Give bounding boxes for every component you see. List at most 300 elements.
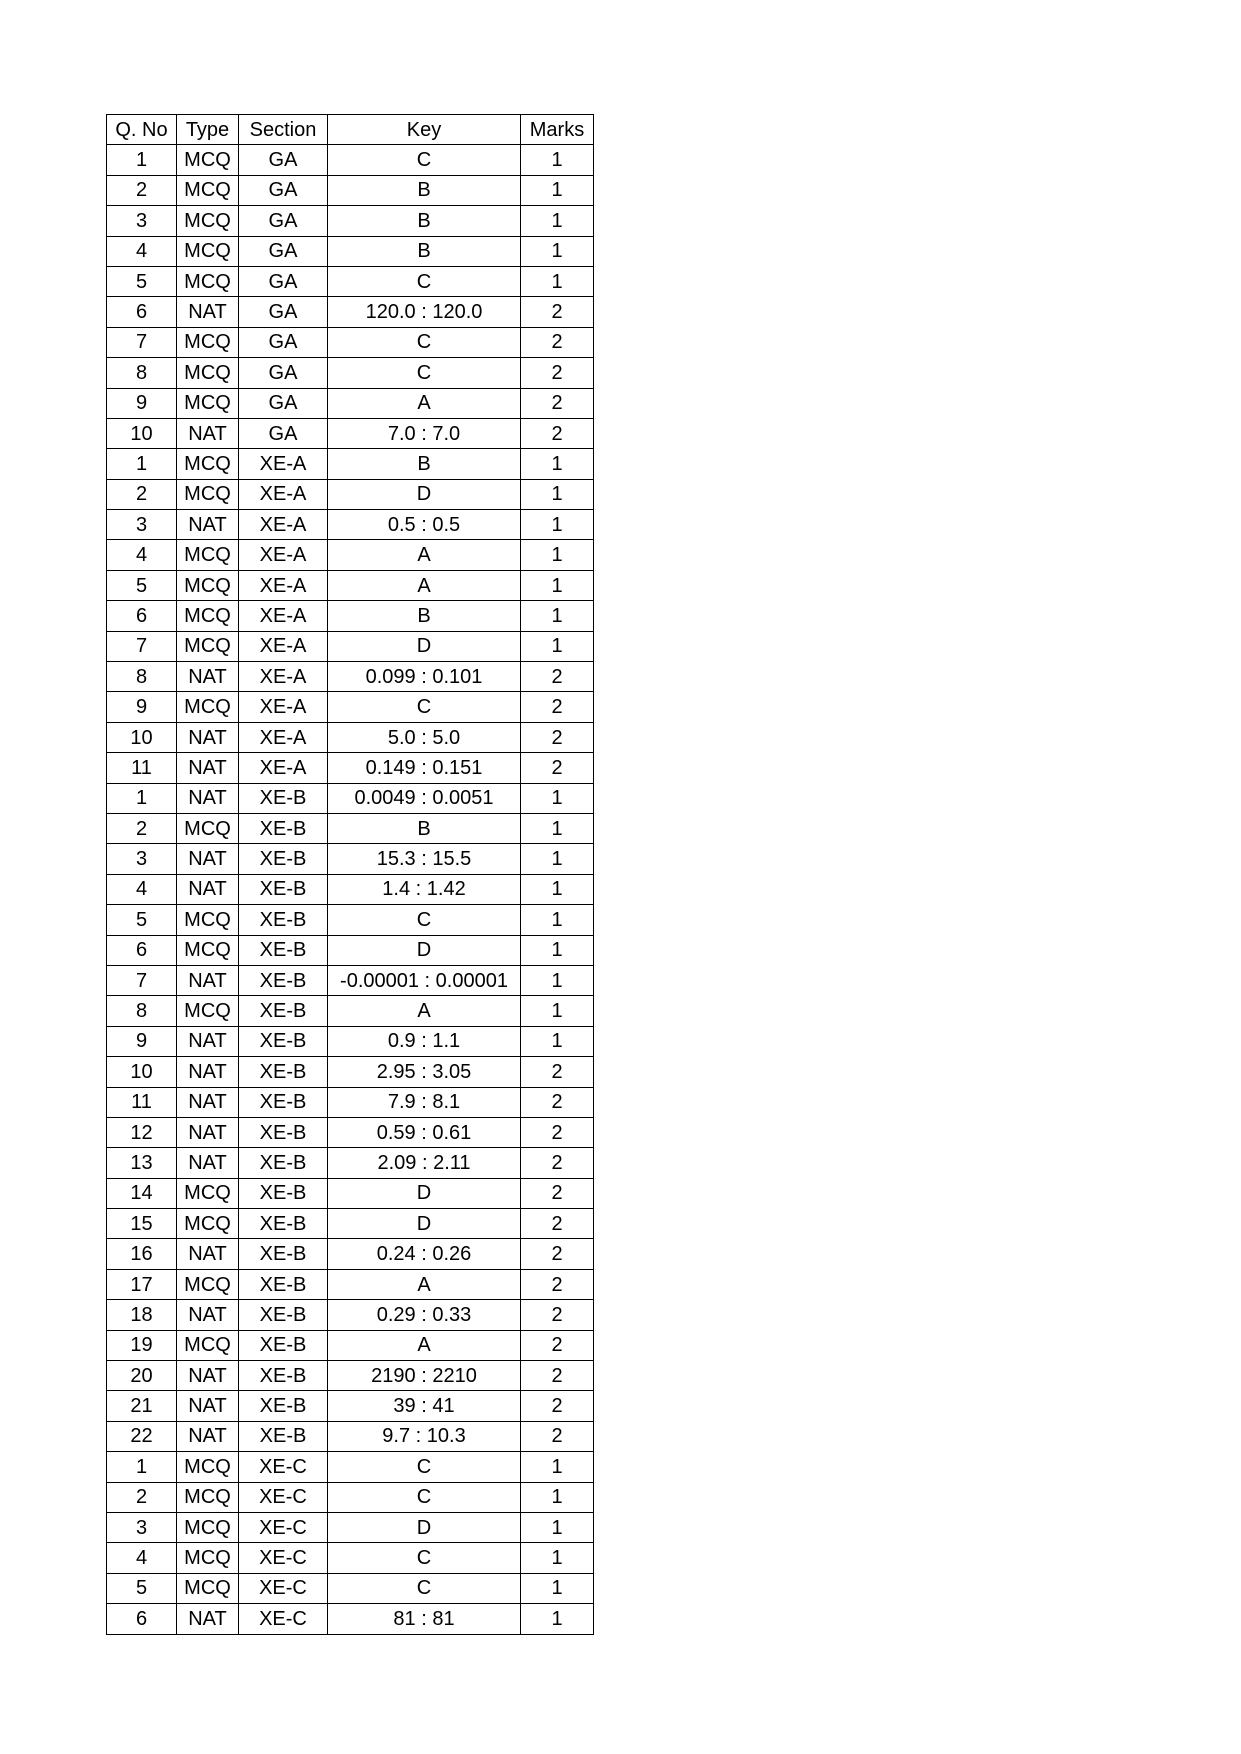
section-cell: XE-A [239, 540, 328, 570]
marks-cell: 1 [521, 175, 594, 205]
marks-cell: 2 [521, 297, 594, 327]
section-cell: GA [239, 358, 328, 388]
marks-cell: 1 [521, 1604, 594, 1634]
qno-cell: 12 [107, 1117, 177, 1147]
header-qno: Q. No [107, 115, 177, 145]
type-cell: MCQ [177, 813, 239, 843]
key-cell: D [328, 1512, 521, 1542]
type-cell: NAT [177, 418, 239, 448]
qno-cell: 11 [107, 1087, 177, 1117]
qno-cell: 3 [107, 844, 177, 874]
qno-cell: 11 [107, 753, 177, 783]
type-cell: MCQ [177, 996, 239, 1026]
marks-cell: 1 [521, 570, 594, 600]
key-cell: A [328, 1330, 521, 1360]
key-cell: D [328, 631, 521, 661]
type-cell: NAT [177, 1148, 239, 1178]
section-cell: XE-B [239, 935, 328, 965]
marks-cell: 1 [521, 510, 594, 540]
section-cell: GA [239, 236, 328, 266]
type-cell: NAT [177, 844, 239, 874]
marks-cell: 2 [521, 1057, 594, 1087]
marks-cell: 1 [521, 1452, 594, 1482]
type-cell: NAT [177, 1087, 239, 1117]
qno-cell: 5 [107, 266, 177, 296]
answer-key-table [106, 114, 594, 1635]
table-row [107, 1543, 594, 1573]
section-cell: XE-A [239, 722, 328, 752]
table-row [107, 722, 594, 752]
table-row [107, 175, 594, 205]
marks-cell: 2 [521, 388, 594, 418]
table-row [107, 297, 594, 327]
key-cell: C [328, 1452, 521, 1482]
marks-cell: 1 [521, 1512, 594, 1542]
marks-cell: 2 [521, 1330, 594, 1360]
type-cell: MCQ [177, 570, 239, 600]
section-cell: GA [239, 145, 328, 175]
table-row [107, 1178, 594, 1208]
marks-cell: 1 [521, 1026, 594, 1056]
marks-cell: 1 [521, 1573, 594, 1603]
key-cell: C [328, 1543, 521, 1573]
qno-cell: 6 [107, 935, 177, 965]
type-cell: MCQ [177, 206, 239, 236]
key-cell: 0.5 : 0.5 [328, 510, 521, 540]
key-cell: C [328, 145, 521, 175]
marks-cell: 2 [521, 1361, 594, 1391]
table-row [107, 327, 594, 357]
key-cell: A [328, 540, 521, 570]
qno-cell: 5 [107, 905, 177, 935]
section-cell: XE-B [239, 1330, 328, 1360]
qno-cell: 21 [107, 1391, 177, 1421]
qno-cell: 10 [107, 418, 177, 448]
qno-cell: 7 [107, 631, 177, 661]
qno-cell: 4 [107, 540, 177, 570]
marks-cell: 1 [521, 1543, 594, 1573]
table-row [107, 1482, 594, 1512]
marks-cell: 2 [521, 1148, 594, 1178]
qno-cell: 2 [107, 175, 177, 205]
table-row [107, 1361, 594, 1391]
section-cell: XE-C [239, 1482, 328, 1512]
marks-cell: 1 [521, 601, 594, 631]
key-cell: D [328, 1178, 521, 1208]
section-cell: XE-B [239, 996, 328, 1026]
section-cell: GA [239, 297, 328, 327]
section-cell: XE-C [239, 1543, 328, 1573]
key-cell: B [328, 236, 521, 266]
table-body [107, 145, 594, 1634]
marks-cell: 2 [521, 722, 594, 752]
table-row [107, 935, 594, 965]
table-row [107, 449, 594, 479]
table-row [107, 236, 594, 266]
marks-cell: 2 [521, 1269, 594, 1299]
table-row [107, 206, 594, 236]
qno-cell: 5 [107, 570, 177, 600]
header-section: Section [239, 115, 328, 145]
section-cell: XE-B [239, 1269, 328, 1299]
header-marks: Marks [521, 115, 594, 145]
section-cell: XE-C [239, 1452, 328, 1482]
table-row [107, 1604, 594, 1634]
table-row [107, 418, 594, 448]
key-cell: 7.9 : 8.1 [328, 1087, 521, 1117]
qno-cell: 14 [107, 1178, 177, 1208]
section-cell: GA [239, 206, 328, 236]
section-cell: XE-B [239, 1148, 328, 1178]
type-cell: NAT [177, 753, 239, 783]
marks-cell: 2 [521, 358, 594, 388]
key-cell: C [328, 692, 521, 722]
type-cell: MCQ [177, 1452, 239, 1482]
key-cell: C [328, 327, 521, 357]
marks-cell: 1 [521, 479, 594, 509]
section-cell: GA [239, 266, 328, 296]
qno-cell: 9 [107, 1026, 177, 1056]
key-cell: 39 : 41 [328, 1391, 521, 1421]
qno-cell: 9 [107, 692, 177, 722]
qno-cell: 6 [107, 601, 177, 631]
table-row [107, 844, 594, 874]
section-cell: XE-B [239, 905, 328, 935]
table-row [107, 905, 594, 935]
type-cell: NAT [177, 783, 239, 813]
type-cell: MCQ [177, 236, 239, 266]
key-cell: 2.09 : 2.11 [328, 1148, 521, 1178]
type-cell: MCQ [177, 1573, 239, 1603]
qno-cell: 3 [107, 1512, 177, 1542]
key-cell: 81 : 81 [328, 1604, 521, 1634]
type-cell: MCQ [177, 631, 239, 661]
qno-cell: 5 [107, 1573, 177, 1603]
type-cell: NAT [177, 874, 239, 904]
table-row [107, 1087, 594, 1117]
type-cell: NAT [177, 1421, 239, 1451]
table-row [107, 1512, 594, 1542]
section-cell: GA [239, 418, 328, 448]
table-row [107, 1452, 594, 1482]
type-cell: MCQ [177, 1209, 239, 1239]
key-cell: A [328, 996, 521, 1026]
qno-cell: 22 [107, 1421, 177, 1451]
table-row [107, 1026, 594, 1056]
key-cell: 9.7 : 10.3 [328, 1421, 521, 1451]
qno-cell: 8 [107, 358, 177, 388]
key-cell: B [328, 601, 521, 631]
qno-cell: 20 [107, 1361, 177, 1391]
section-cell: XE-B [239, 1361, 328, 1391]
key-cell: 7.0 : 7.0 [328, 418, 521, 448]
type-cell: NAT [177, 722, 239, 752]
qno-cell: 7 [107, 965, 177, 995]
section-cell: XE-A [239, 449, 328, 479]
section-cell: XE-B [239, 1209, 328, 1239]
qno-cell: 10 [107, 1057, 177, 1087]
type-cell: MCQ [177, 905, 239, 935]
marks-cell: 1 [521, 935, 594, 965]
qno-cell: 13 [107, 1148, 177, 1178]
key-cell: -0.00001 : 0.00001 [328, 965, 521, 995]
marks-cell: 2 [521, 1391, 594, 1421]
table-row [107, 1117, 594, 1147]
marks-cell: 1 [521, 965, 594, 995]
key-cell: A [328, 570, 521, 600]
key-cell: 0.149 : 0.151 [328, 753, 521, 783]
table-row [107, 1148, 594, 1178]
table-row [107, 570, 594, 600]
key-cell: A [328, 1269, 521, 1299]
header-type: Type [177, 115, 239, 145]
qno-cell: 2 [107, 1482, 177, 1512]
table-row [107, 601, 594, 631]
type-cell: MCQ [177, 1543, 239, 1573]
type-cell: NAT [177, 1361, 239, 1391]
qno-cell: 8 [107, 996, 177, 1026]
marks-cell: 1 [521, 631, 594, 661]
type-cell: MCQ [177, 935, 239, 965]
marks-cell: 1 [521, 905, 594, 935]
table-row [107, 783, 594, 813]
section-cell: GA [239, 327, 328, 357]
table-row [107, 813, 594, 843]
table-row [107, 1421, 594, 1451]
table-row [107, 145, 594, 175]
table-row [107, 1209, 594, 1239]
section-cell: XE-B [239, 1300, 328, 1330]
marks-cell: 1 [521, 1482, 594, 1512]
key-cell: B [328, 206, 521, 236]
marks-cell: 2 [521, 753, 594, 783]
table-row [107, 1269, 594, 1299]
marks-cell: 1 [521, 540, 594, 570]
table-row [107, 510, 594, 540]
section-cell: XE-B [239, 965, 328, 995]
key-cell: C [328, 1573, 521, 1603]
qno-cell: 7 [107, 327, 177, 357]
type-cell: NAT [177, 1604, 239, 1634]
qno-cell: 1 [107, 1452, 177, 1482]
marks-cell: 1 [521, 813, 594, 843]
key-cell: B [328, 175, 521, 205]
type-cell: MCQ [177, 449, 239, 479]
type-cell: MCQ [177, 327, 239, 357]
key-cell: 0.29 : 0.33 [328, 1300, 521, 1330]
type-cell: NAT [177, 1057, 239, 1087]
qno-cell: 2 [107, 479, 177, 509]
marks-cell: 2 [521, 1421, 594, 1451]
table-row [107, 1300, 594, 1330]
section-cell: XE-A [239, 662, 328, 692]
key-cell: 2190 : 2210 [328, 1361, 521, 1391]
type-cell: NAT [177, 1117, 239, 1147]
section-cell: XE-B [239, 1087, 328, 1117]
section-cell: XE-B [239, 813, 328, 843]
section-cell: XE-B [239, 1178, 328, 1208]
table-row [107, 1239, 594, 1269]
section-cell: XE-A [239, 570, 328, 600]
key-cell: 0.59 : 0.61 [328, 1117, 521, 1147]
marks-cell: 1 [521, 145, 594, 175]
qno-cell: 1 [107, 145, 177, 175]
type-cell: MCQ [177, 1482, 239, 1512]
key-cell: 0.9 : 1.1 [328, 1026, 521, 1056]
type-cell: MCQ [177, 358, 239, 388]
marks-cell: 1 [521, 266, 594, 296]
qno-cell: 17 [107, 1269, 177, 1299]
type-cell: MCQ [177, 692, 239, 722]
type-cell: MCQ [177, 145, 239, 175]
key-cell: 0.0049 : 0.0051 [328, 783, 521, 813]
qno-cell: 4 [107, 874, 177, 904]
key-cell: 0.099 : 0.101 [328, 662, 521, 692]
key-cell: C [328, 266, 521, 296]
marks-cell: 2 [521, 1117, 594, 1147]
section-cell: XE-A [239, 601, 328, 631]
section-cell: XE-C [239, 1573, 328, 1603]
section-cell: XE-B [239, 874, 328, 904]
marks-cell: 2 [521, 327, 594, 357]
key-cell: 2.95 : 3.05 [328, 1057, 521, 1087]
marks-cell: 2 [521, 1300, 594, 1330]
marks-cell: 2 [521, 1209, 594, 1239]
marks-cell: 2 [521, 1239, 594, 1269]
type-cell: NAT [177, 297, 239, 327]
type-cell: NAT [177, 1300, 239, 1330]
section-cell: XE-B [239, 1421, 328, 1451]
section-cell: XE-B [239, 1057, 328, 1087]
key-cell: A [328, 388, 521, 418]
marks-cell: 2 [521, 418, 594, 448]
marks-cell: 1 [521, 783, 594, 813]
key-cell: B [328, 813, 521, 843]
qno-cell: 3 [107, 206, 177, 236]
qno-cell: 3 [107, 510, 177, 540]
marks-cell: 2 [521, 662, 594, 692]
key-cell: D [328, 1209, 521, 1239]
marks-cell: 1 [521, 206, 594, 236]
marks-cell: 1 [521, 844, 594, 874]
section-cell: XE-A [239, 479, 328, 509]
table-row [107, 479, 594, 509]
section-cell: GA [239, 175, 328, 205]
type-cell: NAT [177, 1026, 239, 1056]
qno-cell: 15 [107, 1209, 177, 1239]
key-cell: B [328, 449, 521, 479]
table-row [107, 540, 594, 570]
section-cell: XE-B [239, 1117, 328, 1147]
section-cell: XE-B [239, 783, 328, 813]
section-cell: XE-C [239, 1604, 328, 1634]
section-cell: XE-B [239, 1239, 328, 1269]
marks-cell: 2 [521, 1087, 594, 1117]
key-cell: C [328, 1482, 521, 1512]
table-row [107, 358, 594, 388]
answer-key-sheet [106, 114, 594, 1635]
type-cell: MCQ [177, 266, 239, 296]
type-cell: MCQ [177, 1178, 239, 1208]
key-cell: D [328, 479, 521, 509]
qno-cell: 1 [107, 783, 177, 813]
section-cell: XE-B [239, 844, 328, 874]
section-cell: XE-A [239, 692, 328, 722]
key-cell: 0.24 : 0.26 [328, 1239, 521, 1269]
table-row [107, 965, 594, 995]
marks-cell: 1 [521, 449, 594, 479]
table-row [107, 753, 594, 783]
table-row [107, 1391, 594, 1421]
section-cell: XE-C [239, 1512, 328, 1542]
type-cell: MCQ [177, 388, 239, 418]
table-row [107, 1330, 594, 1360]
qno-cell: 6 [107, 297, 177, 327]
type-cell: MCQ [177, 1512, 239, 1542]
section-cell: GA [239, 388, 328, 418]
key-cell: D [328, 935, 521, 965]
table-row [107, 874, 594, 904]
type-cell: MCQ [177, 540, 239, 570]
key-cell: 15.3 : 15.5 [328, 844, 521, 874]
type-cell: MCQ [177, 479, 239, 509]
qno-cell: 10 [107, 722, 177, 752]
key-cell: 120.0 : 120.0 [328, 297, 521, 327]
header-key: Key [328, 115, 521, 145]
type-cell: NAT [177, 510, 239, 540]
marks-cell: 1 [521, 236, 594, 266]
qno-cell: 9 [107, 388, 177, 418]
type-cell: NAT [177, 965, 239, 995]
key-cell: 1.4 : 1.42 [328, 874, 521, 904]
type-cell: NAT [177, 1391, 239, 1421]
table-row [107, 996, 594, 1026]
type-cell: MCQ [177, 1269, 239, 1299]
table-row [107, 266, 594, 296]
header-row [107, 115, 594, 145]
qno-cell: 18 [107, 1300, 177, 1330]
table-row [107, 631, 594, 661]
qno-cell: 16 [107, 1239, 177, 1269]
qno-cell: 8 [107, 662, 177, 692]
qno-cell: 1 [107, 449, 177, 479]
type-cell: NAT [177, 662, 239, 692]
qno-cell: 19 [107, 1330, 177, 1360]
qno-cell: 4 [107, 1543, 177, 1573]
qno-cell: 4 [107, 236, 177, 266]
type-cell: NAT [177, 1239, 239, 1269]
type-cell: MCQ [177, 175, 239, 205]
section-cell: XE-B [239, 1026, 328, 1056]
section-cell: XE-A [239, 753, 328, 783]
table-row [107, 662, 594, 692]
table-row [107, 388, 594, 418]
key-cell: C [328, 358, 521, 388]
marks-cell: 1 [521, 874, 594, 904]
key-cell: C [328, 905, 521, 935]
table-row [107, 692, 594, 722]
section-cell: XE-B [239, 1391, 328, 1421]
section-cell: XE-A [239, 510, 328, 540]
key-cell: 5.0 : 5.0 [328, 722, 521, 752]
qno-cell: 2 [107, 813, 177, 843]
type-cell: MCQ [177, 601, 239, 631]
section-cell: XE-A [239, 631, 328, 661]
table-row [107, 1573, 594, 1603]
qno-cell: 6 [107, 1604, 177, 1634]
table-row [107, 1057, 594, 1087]
marks-cell: 2 [521, 1178, 594, 1208]
